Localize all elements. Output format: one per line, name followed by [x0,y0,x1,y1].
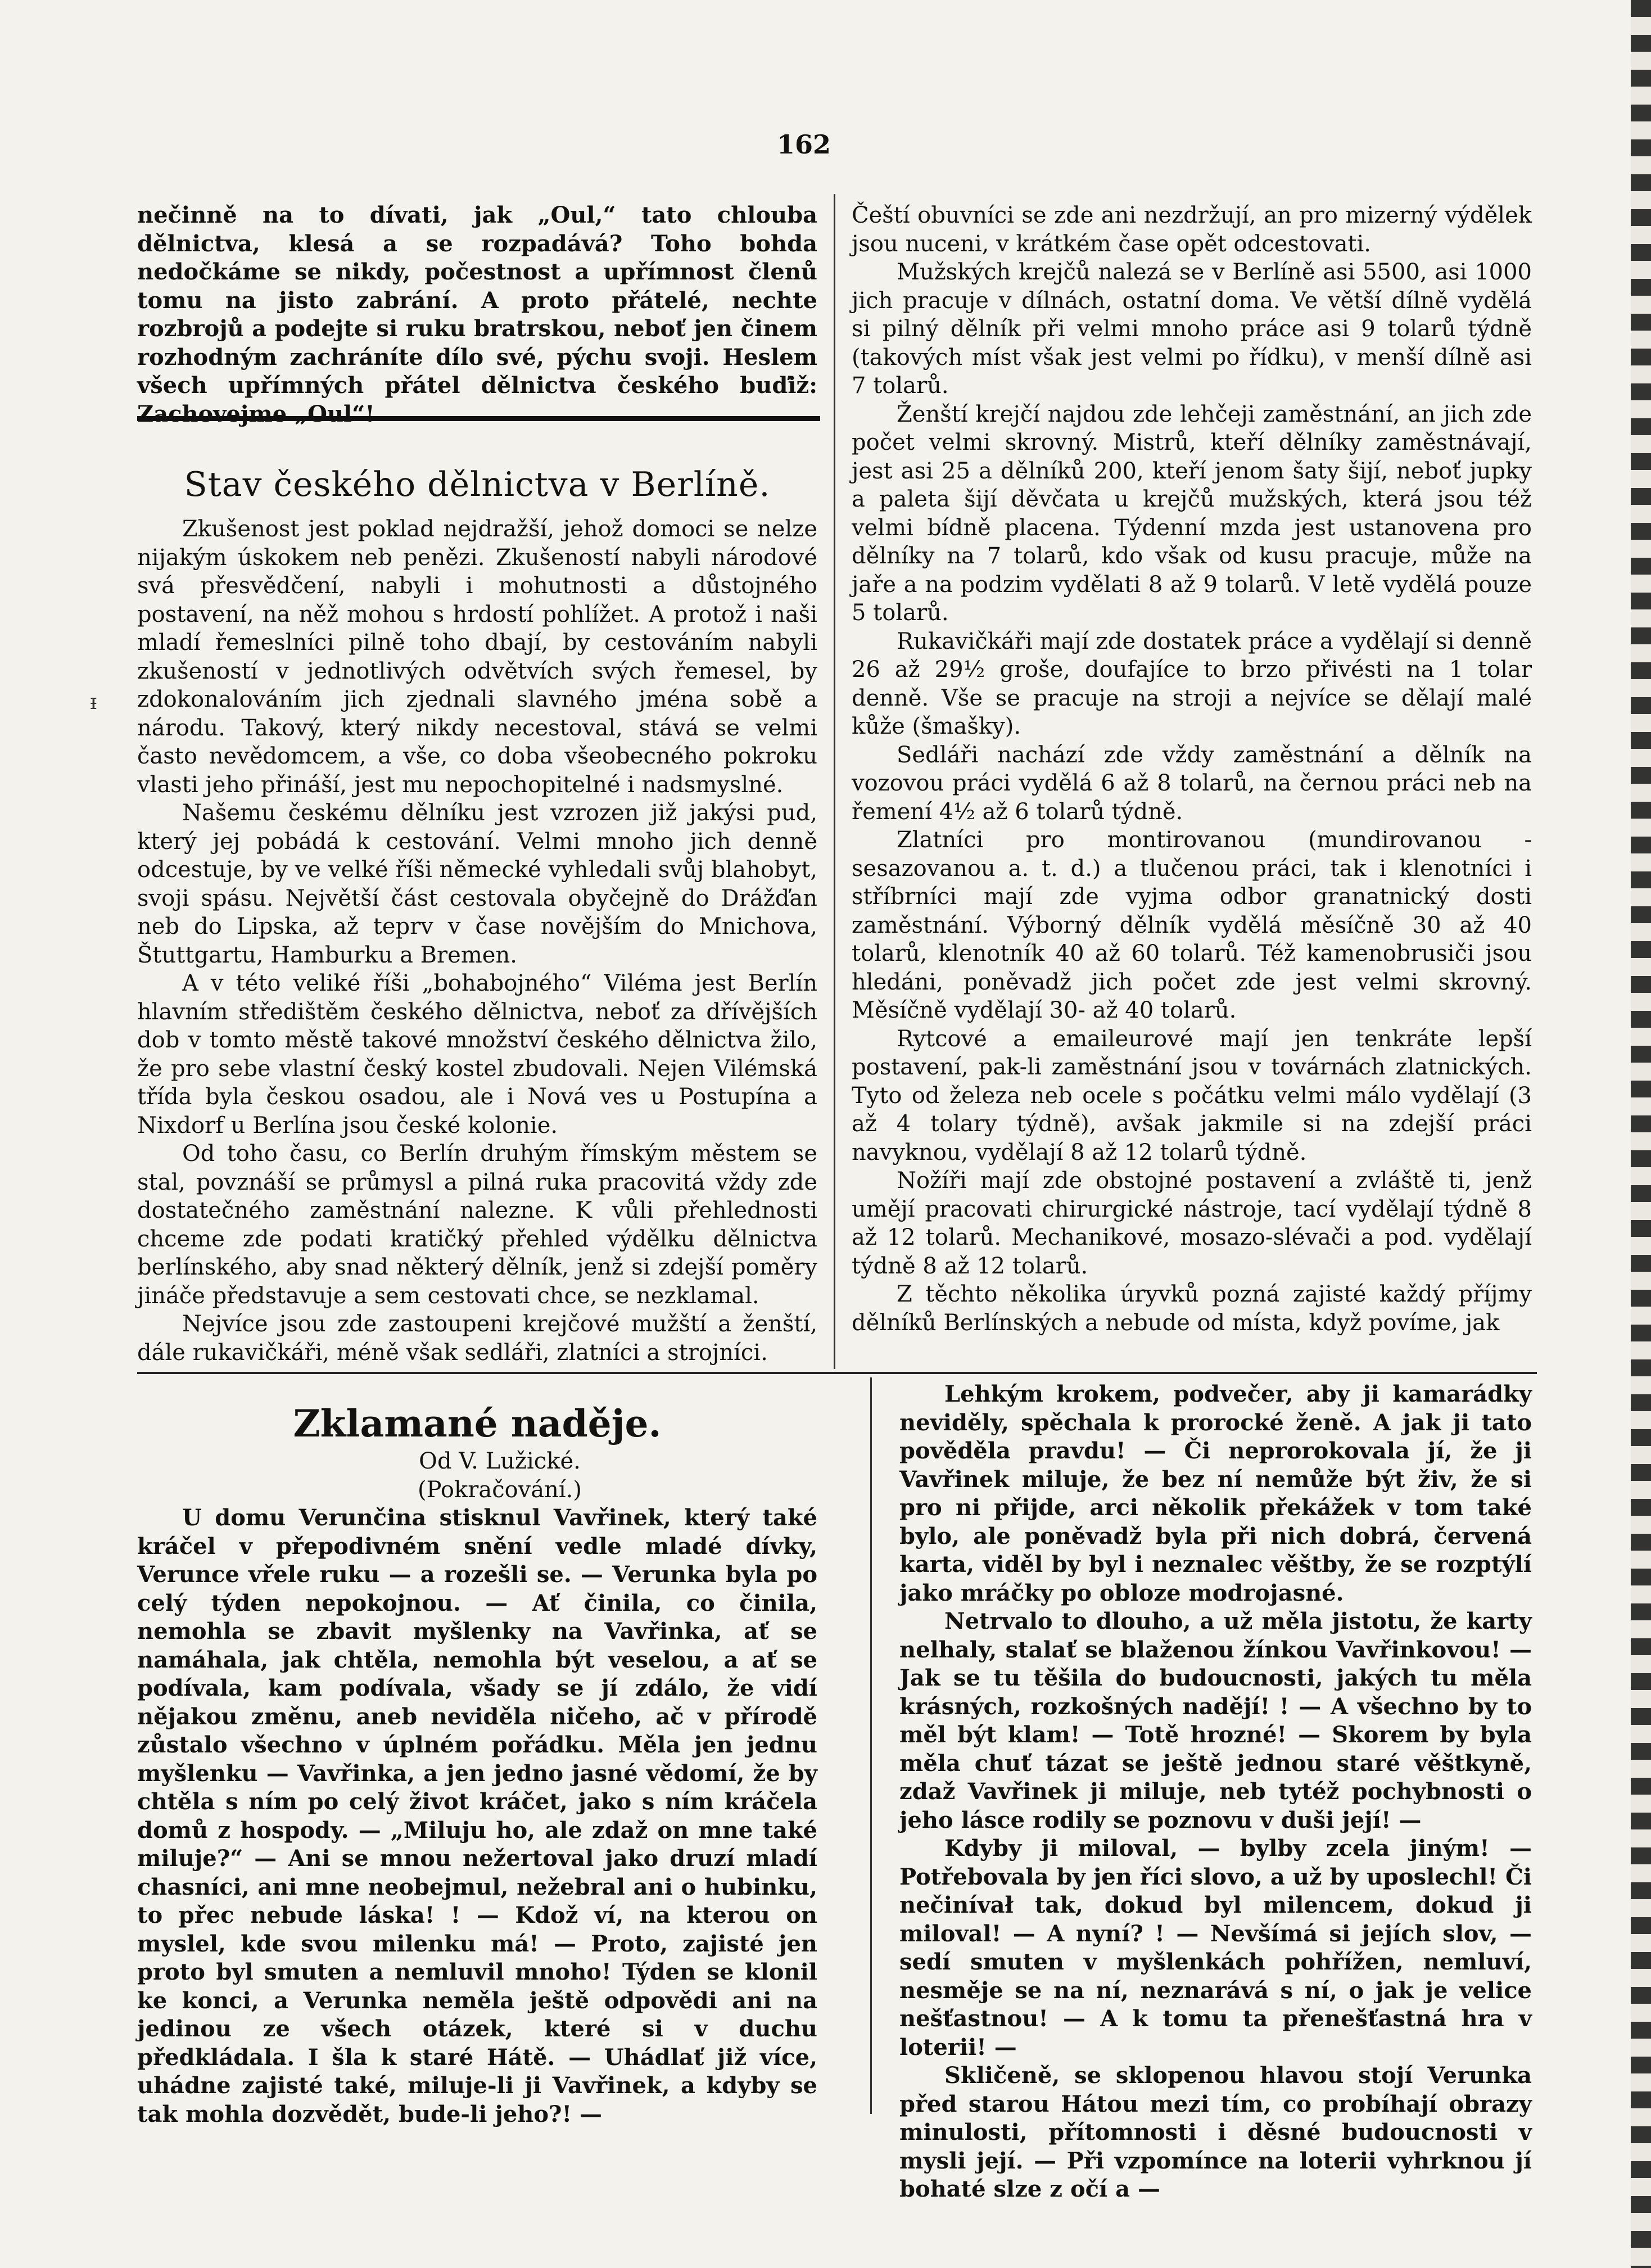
column-divider-bottom [870,1377,872,2114]
article-paragraph: Čeští obuvníci se zde ani nezdržují, an pro mizerný výdělek jsou nuceni, v krátkém čase opět odcestovati. [852,202,1532,257]
article-paragraph: Mužských krejčů nalezá se v Berlíně asi 5500, asi 1000 jich pracuje v dílnách, ostatní doma. Ve větší dílně vydělá si pilný dělník při velmi mnoho práce asi 9 tolarů týdně (takových míst však jest velmi po řídku), v menší dílně asi 7 tolarů. [852,259,1532,399]
intro-paragraph: nečinně na to dívati, jak „Oul,“ tato chlouba dělnictva, klesá a se rozpadává? Toho bohda nedočkáme se nikdy, počestnost a upřímnost členů tomu na jisto zabrání. A proto přátelé, nechte rozbrojů a podejte si ruku bratrskou, neboť jen činem rozhodným zachráníte dílo své, pýchu svoji. Heslem všech upřímných přátel dělnictva českého buďiž: Zachovejme „Oul“! [137,202,817,427]
page-edge-scan-artifact [1631,0,1651,2268]
horizontal-divider [137,1372,1537,1374]
page-number: 162 [776,129,831,160]
story-continuation-note: (Pokračování.) [418,1476,582,1503]
story-column-right [899,1380,1532,2204]
margin-mark: ᵻ [90,689,97,714]
story-paragraph: Skličeně, se sklopenou hlavou stojí Verunka před starou Hátou mezi tím, co probíhají obrazy minulosti, přítomnosti i děsné budoucnosti v mysli její. — Při vzpomínce na loterii vyhrknou jí bohaté slze z očí a — [899,2062,1532,2202]
article-paragraph: Rukavičkáři mají zde dostatek práce a vydělají si denně 26 až 29½ groše, doufajíce to brzo přivésti na 1 tolar denně. Vše se pracuje na stroji a nejvíce se dělají malé kůže (šmašky). [852,628,1532,739]
article-paragraph: Zlatníci pro montirovanou (mundirovanou - sesazovanou a. t. d.) a tlučenou práci, tak i klenotníci i stříbrníci mají zde vyjma odbor granatnický dosti zaměstnání. Výborný dělník vydělá měsíčně 30 až 40 tolarů, klenotník 40 až 60 tolarů. Též kamenobrusiči jsou hledáni, poněvadž jich počet zde jest velmi skrovný. Měsíčně vydělají 30- až 40 tolarů. [852,827,1532,1023]
story-byline: Od V. Lužické. [419,1448,581,1474]
story-paragraph: Kdyby ji miloval, — bylby zcela jiným! — Potřebovala by jen říci slovo, a už by uposlechl! Či nečinívał tak, dokud byl milencem, dokud ji miloval! — A nyní? ! — Nevšímá si jejích slov, — sedí smuten v myšlenkách pohřížen, nemluví, nesměje se na ní, neznarává s ní, o jak je velice nešťastnou! — A k tomu ta přenešťastná hra v loterii! — [899,1835,1532,2061]
article-paragraph: Rytcové a emaileurové mají jen tenkráte lepší postavení, pak-li zaměstnání jsou v továrnách zlatnických. Tyto od železa neb ocele s počátku velmi málo vydělají (3 až 4 tolary týdně), avšak jakmile si na zdejší práci navyknou, vydělají 8 až 12 tolarů týdně. [852,1025,1532,1165]
section-title: Stav českého dělnictva v Berlíně. [184,465,771,504]
article-column-right-top [852,201,1532,1337]
story-paragraph: Lehkým krokem, podvečer, aby ji kamarádky neviděly, spěchala k prorocké ženě. A jak ji tato pověděla pravdu! — Či neprorokovala jí, že ji Vavřinek miluje, že bez ní nemůže být živ, že si pro ni přijde, arci několik překážek v tom také bylo, ale poněvadž byla při nich dobrá, červená karta, viděl by byl i neznalec věštby, že se rozptýlí jako mráčky po obloze modrojasné. [899,1381,1532,1606]
article-paragraph: Od toho času, co Berlín druhým římským městem se stal, povznáší se průmysl a pilná ruka pracovitá vždy zde dostatečného zaměstnání nalezne. K vůli přehlednosti chceme zde podati kratičký přehled výdělku dělnictva berlínského, aby snad některý dělník, jenž si zdejší poměry jináče představuje a sem cestovati chce, se nezklamal. [137,1141,817,1309]
article-paragraph: Našemu českému dělníku jest vzrozen již jakýsi pud, který jej pobádá k cestování. Velmi mnoho jich denně odcestuje, by ve velké říši německé vyhledali svůj blahobyt, svoji spásu. Největší část cestovala obyčejně do Drážďan neb do Lipska, až teprv v čase novějším do Mnichova, Štuttgartu, Hamburku a Bremen. [137,800,817,968]
story-paragraph: U domu Verunčina stisknul Vavřinek, který také kráčel v přepodivném snění vedle mladé dívky, Verunce vřele ruku — a rozešli se. — Verunka byla po celý týden nepokojnou. — Ať činila, co činila, nemohla se zbavit myšlenky na Vavřinka, ať se namáhala, jak chtěla, nemohla být veselou, a ať se podívala, kam podívala, všady se jí zdálo, že vidí nějakou změnu, aneb neviděla ničeho, ač v přírodě zůstalo všechno v úplném pořádku. Měla jen jednu myšlenku — Vavřinka, a jen jedno jasné vědomí, že by chtěla s ním po celý život kráčet, jako s ním kráčela domů z hospody. — „Miluju ho, ale zdaž on mne také miluje?“ — Ani se mnou nežertoval jako druzí mladí chasníci, ani mne neobejmul, nežebral ani o hubinku, to přec nebude láska! ! — Kdož ví, na kterou on myslel, kde svou milenku má! — Proto, zajisté jen proto byl smuten a nemluvil mnoho! Týden se klonil ke konci, a Verunka neměla ještě odpovědi ani na jedinou ze všech otázek, které si v duchu předkládala. I šla k staré Hátě. — Uhádlať již více, uhádne zajisté také, miluje-li ji Vavřinek, a kdyby se tak mohla dozvědět, bude-li jeho?! — [137,1505,817,2127]
article-paragraph: Nožíři mají zde obstojné postavení a zvláště ti, jenž umějí pracovati chirurgické nástroje, tací vydělají týdně 8 až 12 tolarů. Mechanikové, mosazo-slévači a pod. vydělají týdně 8 až 12 tolarů. [852,1168,1532,1279]
story-title: Zklamané naděje. [293,1402,662,1445]
story-paragraph: Netrvalo to dlouho, a už měla jistotu, že karty nelhaly, stalať se blaženou žínkou Vavřinkovou! — Jak se tu těšila do budoucnosti, jakých tu měla krásných, rozkošných nadějí! ! — A všechno by to měl být klam! — Totě hrozné! — Skorem by byla měla chuť tázat se ještě jednou staré věštkyně, zdaž Vavřinek ji miluje, neb tytéž pochybnosti o jeho lásce rodily se poznovu v duši její! — [899,1608,1532,1833]
article-paragraph: Nejvíce jsou zde zastoupeni krejčové mužští a ženští, dále rukavičkáři, méně však sedláři, zlatníci a strojníci. [137,1311,817,1366]
article-paragraph: Ženští krejčí najdou zde lehčeji zaměstnání, an jich zde počet velmi skrovný. Mistrů, kteří dělníky zaměstnávají, jest asi 25 a dělníků 200, kteří jenom šaty šijí, neboť jupky a paleta šijí děvčata u krejčů mužských, která jsou též velmi bídně placena. Týdenní mzda jest ustanovena pro dělníky na 7 tolarů, kdo však od kusu pracuje, může na jaře a na podzim vydělati 8 až 9 tolarů. V letě vydělá pouze 5 tolarů. [852,401,1532,626]
column-divider-top [834,194,835,1369]
article-column-left-top [137,201,817,1367]
story-column-left [137,1400,817,2129]
article-paragraph: Zkušenost jest poklad nejdražší, jehož domoci se nelze nijakým úskokem neb penězi. Zkušeností nabyli národové svá přesvědčení, nabyli i mohutnosti a důstojného postavení, na něž mohou s hrdostí pohlížet. A protož i naši mladí řemeslníci pilně toho dbají, by cestováním nabyli zkušeností v jednotlivých odvětvích svých řemesel, by zdokonalováním jich zjednali slavného jména sobě a národu. Takový, který nikdy necestoval, stává se velmi často nevědomcem, a vše, co doba všeobecného pokroku vlasti jeho přináší, jest mu nepochopitelné i nadsmyslné. [137,516,817,798]
article-paragraph: A v této veliké říši „bohabojného“ Viléma jest Berlín hlavním středištěm českého dělnictva, neboť za dřívějších dob v tomto městě takové množství českého dělnictva žilo, že pro sebe vlastní český kostel zbudovali. Nejen Vilémská třída byla českou osadou, ale i Nová ves u Postupína a Nixdorf u Berlína jsou české kolonie. [137,970,817,1138]
article-paragraph: Z těchto několika úryvků pozná zajisté každý příjmy dělníků Berlínských a nebude od místa, když povíme, jak [852,1281,1532,1336]
article-paragraph: Sedláři nachází zde vždy zaměstnání a dělník na vozovou práci vydělá 6 až 8 tolarů, na černou práci neb na řemení 4½ až 6 tolarů týdně. [852,742,1532,825]
